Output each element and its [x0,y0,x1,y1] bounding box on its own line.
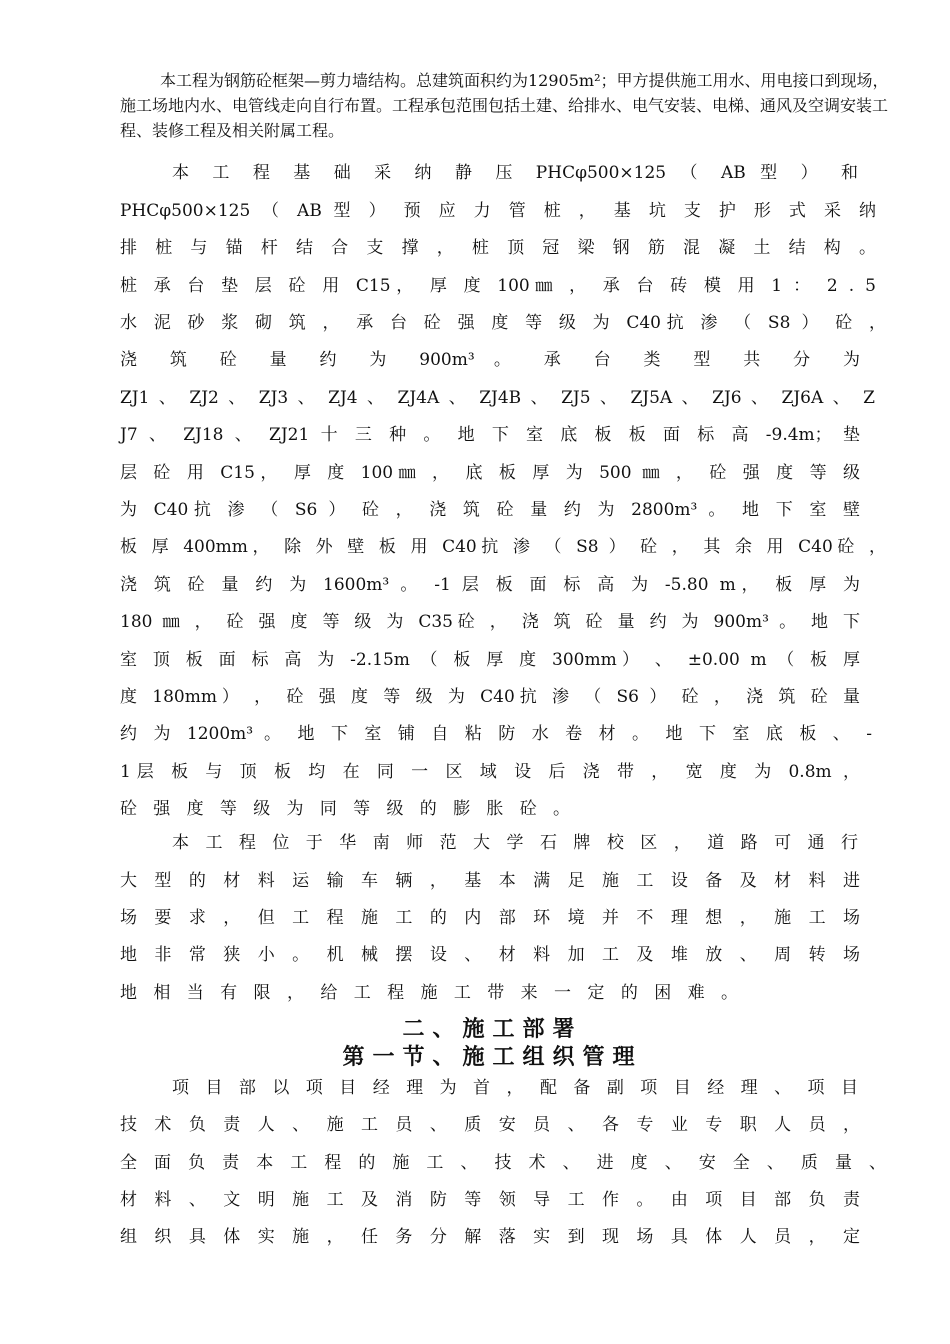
org-line: 项 目 部 以 项 目 经 理 为 首 ， 配 备 副 项 目 经 理 、 项 目 [172,1078,858,1098]
org-line: 技 术 负 责 人 、 施 工 员 、 质 安 员 、 各 专 业 专 职 人 员 ， [120,1115,860,1135]
intro-paragraph: 本工程为钢筋砼框架—剪力墙结构。总建筑面积约为12905m²；甲方提供施工用水、用电接口到现场，施工场地内水、电管线走向自行布置。工程承包范围包括土建、给排水、电气安装、电梯、通风及空调安装工程、装修工程及相关附属工程。 [120,71,889,140]
foundation-line: 水 泥 砂 浆 砌 筑 ， 承 台 砼 强 度 等 级 为 C40抗 渗 （ S8 ） 砼 ， [120,313,886,333]
foundation-line: 1层 板 与 顶 板 均 在 同 一 区 域 设 后 浇 带 ， 宽 度 为 0.8m ， [120,762,860,782]
subsection-heading: 第一节、施工组织管理 [342,1045,643,1070]
site-line: 地 非 常 狭 小 。 机 械 摆 设 、 材 料 加 工 及 堆 放 、 周 转 场 [120,945,860,965]
site-line: 大 型 的 材 料 运 输 车 辆 ， 基 本 满 足 施 工 设 备 及 材 料 进 [120,871,860,891]
foundation-line: 层 砼 用 C15， 厚 度 100㎜ ， 底 板 厚 为 500 ㎜ ， 砼 强 度 等 级 [120,463,860,483]
foundation-line: 本 工 程 基 础 采 纳 静 压 PHCφ500×125 （ AB 型 ） 和 [172,163,858,183]
site-line: 场 要 求 ， 但 工 程 施 工 的 内 部 环 境 并 不 理 想 ， 施 工 场 [120,908,860,928]
org-line: 组 织 具 体 实 施 ， 任 务 分 解 落 实 到 现 场 具 体 人 员 ， 定 [120,1227,860,1247]
foundation-line: 砼 强 度 等 级 为 同 等 级 的 膨 胀 砼 。 [120,799,570,819]
foundation-line: 浇 筑 砼 量 约 为 900m³ 。 承 台 类 型 共 分 为 [120,350,860,370]
foundation-line: PHCφ500×125 （ AB 型 ） 预 应 力 管 桩 ， 基 坑 支 护 形 式 采 纳 [120,201,876,221]
foundation-line: 排 桩 与 锚 杆 结 合 支 撑 ， 桩 顶 冠 梁 钢 筋 混 凝 土 结 构 。 [120,238,876,258]
foundation-line: 桩 承 台 垫 层 砼 用 C15， 厚 度 100㎜ ， 承 台 砖 模 用 1 ： 2 . 5 [120,276,876,296]
section-heading: 二、施工部署 [402,1017,583,1042]
site-line: 本 工 程 位 于 华 南 师 范 大 学 石 牌 校 区 ， 道 路 可 通 行 [172,833,858,853]
foundation-line: 室 顶 板 面 标 高 为 -2.15m （ 板 厚 度 300mm） 、 ±0.00 m （ 板 厚 [120,650,860,670]
foundation-line: J7 、 ZJ18 、 ZJ21 十 三 种 。 地 下 室 底 板 板 面 标 高 -9.4m； 垫 [120,425,860,445]
foundation-line: 浇 筑 砼 量 约 为 1600m³ 。 -1 层 板 面 标 高 为 -5.80 m， 板 厚 为 [120,575,860,595]
foundation-line: ZJ1 、 ZJ2 、 ZJ3 、 ZJ4 、 ZJ4A 、 ZJ4B 、 ZJ5 、 ZJ5A 、 ZJ6 、 ZJ6A 、 Z [120,388,875,408]
foundation-line: 约 为 1200m³ 。 地 下 室 铺 自 粘 防 水 卷 材 。 地 下 室 底 板 、 - [120,724,873,744]
foundation-line: 为 C40抗 渗 （ S6 ） 砼 ， 浇 筑 砼 量 约 为 2800m³ 。 地 下 室 壁 [120,500,860,520]
org-line: 全 面 负 责 本 工 程 的 施 工 、 技 术 、 进 度 、 安 全 、 质 量 、 [120,1153,886,1173]
site-line: 地 相 当 有 限 ， 给 工 程 施 工 带 来 一 定 的 困 难 。 [120,983,738,1003]
org-line: 材 料 、 文 明 施 工 及 消 防 等 领 导 工 作 。 由 项 目 部 负 责 [120,1190,860,1210]
foundation-line: 180 ㎜ ， 砼 强 度 等 级 为 C35砼 ， 浇 筑 砼 量 约 为 900m³ 。 地 下 [120,612,860,632]
foundation-line: 度 180mm） ， 砼 强 度 等 级 为 C40抗 渗 （ S6 ） 砼 ， 浇 筑 砼 量 [120,687,860,707]
foundation-line: 板 厚 400mm， 除 外 壁 板 用 C40抗 渗 （ S8 ） 砼 ， 其 余 用 C40砼 ， [120,537,886,557]
